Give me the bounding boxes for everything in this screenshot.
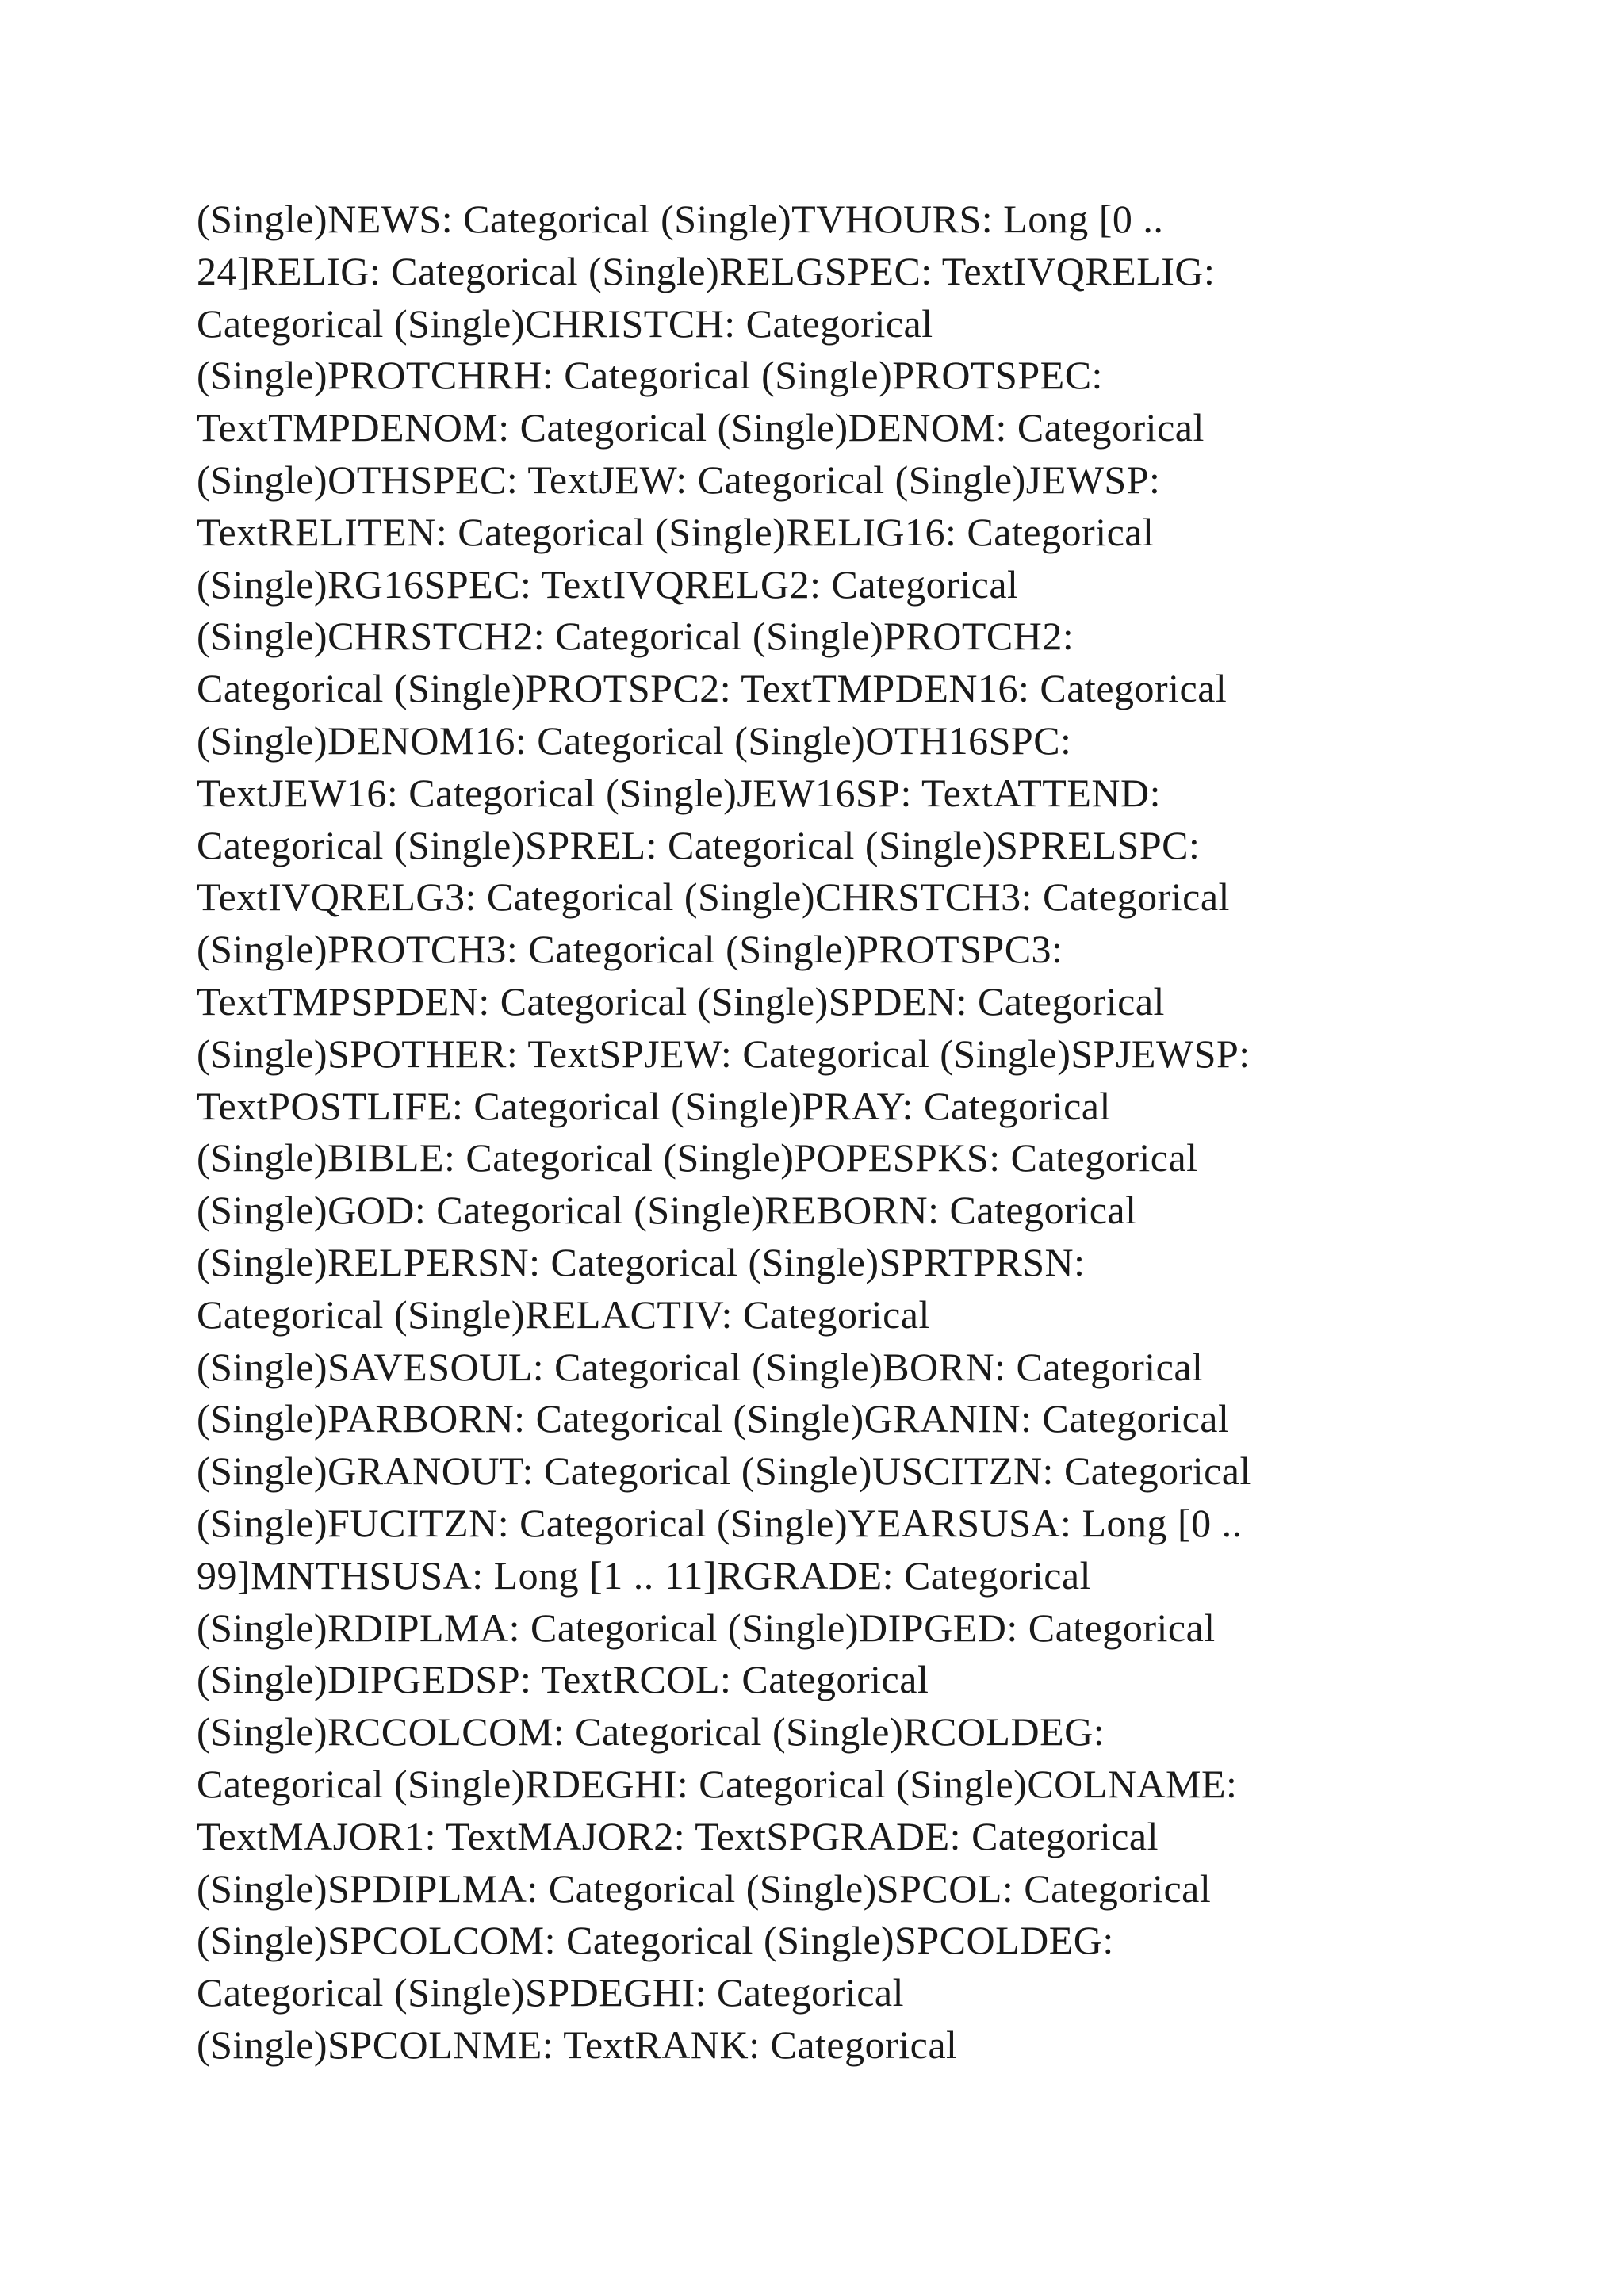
text-line: (Single)PARBORN: Categorical (Single)GRANIN: Categorical — [197, 1396, 1230, 1441]
text-line: (Single)SPOTHER: TextSPJEW: Categorical (Single)SPJEWSP: — [197, 1031, 1251, 1076]
text-line: Categorical (Single)RELACTIV: Categorical — [197, 1292, 930, 1337]
text-line: (Single)RCCOLCOM: Categorical (Single)RCOLDEG: — [197, 1709, 1105, 1755]
text-line: (Single)FUCITZN: Categorical (Single)YEARSUSA: Long [0 .. — [197, 1500, 1243, 1545]
text-line: (Single)SAVESOUL: Categorical (Single)BORN: Categorical — [197, 1344, 1204, 1389]
text-line: 24]RELIG: Categorical (Single)RELGSPEC: TextIVQRELIG: — [197, 248, 1216, 293]
text-line: (Single)CHRSTCH2: Categorical (Single)PROTCH2: — [197, 614, 1074, 659]
text-line: 99]MNTHSUSA: Long [1 .. 11]RGRADE: Categorical — [197, 1552, 1091, 1598]
text-line: (Single)GRANOUT: Categorical (Single)USCITZN: Categorical — [197, 1448, 1251, 1494]
text-line: TextTMPDENOM: Categorical (Single)DENOM: Categorical — [197, 405, 1205, 450]
text-line: TextMAJOR1: TextMAJOR2: TextSPGRADE: Categorical — [197, 1813, 1159, 1858]
text-line: Categorical (Single)RDEGHI: Categorical (Single)COLNAME: — [197, 1761, 1238, 1806]
text-line: (Single)SPCOLCOM: Categorical (Single)SPCOLDEG: — [197, 1918, 1114, 1963]
text-line: (Single)RELPERSN: Categorical (Single)SPRTPRSN: — [197, 1239, 1086, 1284]
text-line: (Single)PROTCH3: Categorical (Single)PROTSPC3: — [197, 927, 1063, 972]
text-line: Categorical (Single)PROTSPC2: TextTMPDEN16: Categorical — [197, 666, 1228, 711]
text-line: (Single)SPDIPLMA: Categorical (Single)SPCOL: Categorical — [197, 1866, 1212, 1911]
text-line: Categorical (Single)SPREL: Categorical (Single)SPRELSPC: — [197, 822, 1201, 867]
text-line: (Single)GOD: Categorical (Single)REBORN: Categorical — [197, 1188, 1137, 1233]
text-line: (Single)RDIPLMA: Categorical (Single)DIPGED: Categorical — [197, 1605, 1216, 1650]
text-line: (Single)PROTCHRH: Categorical (Single)PROTSPEC: — [197, 353, 1103, 398]
text-line: (Single)RG16SPEC: TextIVQRELG2: Categorical — [197, 561, 1019, 607]
document-body-text — [197, 193, 1481, 2072]
text-line: (Single)NEWS: Categorical (Single)TVHOURS: Long [0 .. — [197, 197, 1164, 241]
text-line: TextTMPSPDEN: Categorical (Single)SPDEN: Categorical — [197, 978, 1165, 1024]
text-line: TextIVQRELG3: Categorical (Single)CHRSTCH3: Categorical — [197, 874, 1230, 920]
text-line: (Single)BIBLE: Categorical (Single)POPESPKS: Categorical — [197, 1135, 1198, 1181]
text-line: Categorical (Single)SPDEGHI: Categorical — [197, 1970, 904, 2015]
text-line: (Single)DIPGEDSP: TextRCOL: Categorical — [197, 1657, 929, 1702]
text-line: TextJEW16: Categorical (Single)JEW16SP: TextATTEND: — [197, 770, 1161, 815]
text-line: (Single)SPCOLNME: TextRANK: Categorical — [197, 2022, 958, 2067]
text-line: (Single)OTHSPEC: TextJEW: Categorical (Single)JEWSP: — [197, 457, 1161, 502]
text-line: Categorical (Single)CHRISTCH: Categorical — [197, 300, 933, 346]
text-line: TextRELITEN: Categorical (Single)RELIG16: Categorical — [197, 509, 1155, 554]
text-line: TextPOSTLIFE: Categorical (Single)PRAY: Categorical — [197, 1083, 1111, 1128]
text-line: (Single)DENOM16: Categorical (Single)OTH16SPC: — [197, 718, 1072, 763]
